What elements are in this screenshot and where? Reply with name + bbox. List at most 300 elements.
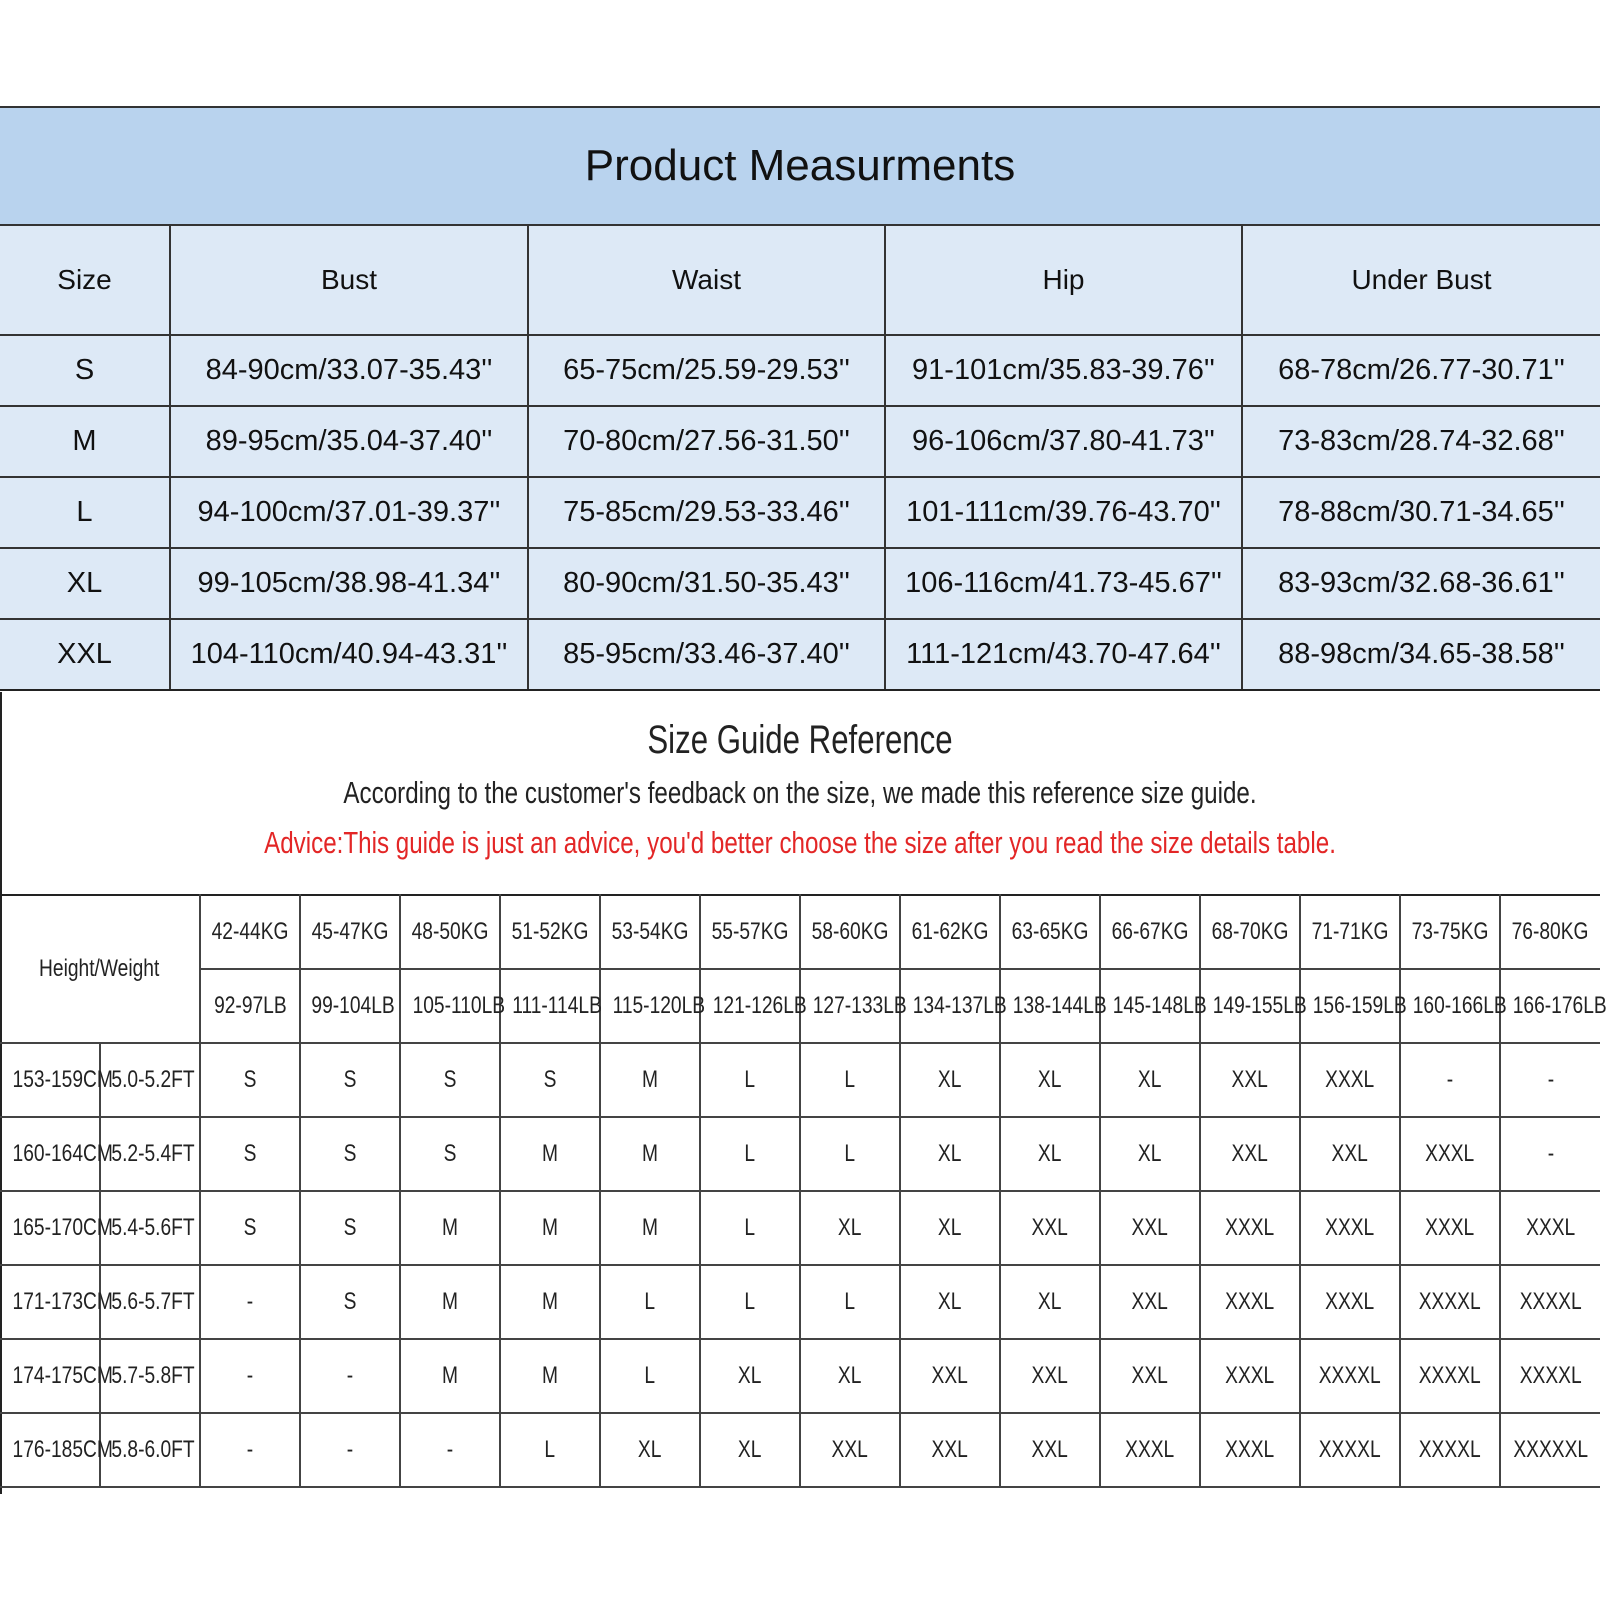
weight-lb-header-text: 134-137LB bbox=[912, 992, 1007, 1019]
weight-kg-header bbox=[1400, 895, 1500, 969]
size-recommendation-cell bbox=[1000, 1265, 1100, 1339]
size-guide-header bbox=[0, 694, 1600, 864]
weight-kg-header-text: 63-65KG bbox=[1011, 918, 1089, 945]
height-cm-cell bbox=[0, 1117, 113, 1191]
height-cm-cell bbox=[0, 1339, 113, 1413]
size-recommendation-cell-text: XL bbox=[838, 1362, 862, 1389]
size-recommendation-cell-text: - bbox=[1446, 1066, 1454, 1093]
size-recommendation-cell-text: XXL bbox=[1131, 1362, 1169, 1389]
size-recommendation-cell bbox=[1000, 1191, 1100, 1265]
height-ft-cell-text: 5.7-5.8FT bbox=[111, 1362, 195, 1389]
size-recommendation-cell bbox=[1400, 1191, 1500, 1265]
weight-kg-header-text: 66-67KG bbox=[1111, 918, 1189, 945]
size-recommendation-cell bbox=[900, 1043, 1000, 1117]
guide-advice: Advice:This guide is just an advice, you'd better choose the size after you read the size details table. bbox=[264, 825, 1336, 860]
weight-lb-header-text: 166-176LB bbox=[1512, 992, 1607, 1019]
weight-lb-header bbox=[200, 969, 300, 1043]
size-recommendation-cell-text: XL bbox=[738, 1436, 762, 1463]
under-bust-cell: 68-78cm/26.77-30.71'' bbox=[1242, 335, 1600, 406]
weight-lb-header bbox=[900, 969, 1007, 1043]
weight-kg-header-text: 45-47KG bbox=[311, 918, 389, 945]
size-recommendation-cell-text: XXXXXL bbox=[1513, 1436, 1588, 1463]
size-recommendation-cell-text: S bbox=[243, 1140, 257, 1167]
size-recommendation-cell-text: XXL bbox=[831, 1436, 869, 1463]
table-row bbox=[0, 1339, 1600, 1413]
height-cm-cell-text: 165-170CM bbox=[12, 1214, 113, 1241]
weight-lb-header-text: 160-166LB bbox=[1412, 992, 1507, 1019]
weight-kg-header-text: 42-44KG bbox=[211, 918, 289, 945]
size-recommendation-cell-text: - bbox=[246, 1362, 254, 1389]
weight-kg-header-text: 68-70KG bbox=[1211, 918, 1289, 945]
size-recommendation-cell-text: S bbox=[243, 1214, 257, 1241]
weight-lb-header bbox=[1200, 969, 1307, 1043]
height-cm-cell-text: 160-164CM bbox=[12, 1140, 113, 1167]
under-bust-cell: 88-98cm/34.65-38.58'' bbox=[1278, 638, 1565, 670]
height-cm-cell bbox=[0, 1191, 113, 1265]
bust-cell: 84-90cm/33.07-35.43'' bbox=[170, 335, 528, 406]
size-recommendation-cell-text: M bbox=[542, 1140, 558, 1167]
under-bust-cell: 83-93cm/32.68-36.61'' bbox=[1242, 548, 1600, 619]
size-recommendation-cell-text: XXXL bbox=[1425, 1214, 1475, 1241]
size-recommendation-cell bbox=[500, 1339, 600, 1413]
size-recommendation-cell-text: M bbox=[542, 1214, 558, 1241]
height-cm-cell-text: 171-173CM bbox=[12, 1288, 113, 1315]
size-recommendation-cell-text: XXL bbox=[1031, 1214, 1069, 1241]
height-ft-cell bbox=[100, 1043, 200, 1117]
header-size: Size bbox=[0, 226, 170, 335]
size-recommendation-cell bbox=[300, 1117, 400, 1191]
size-recommendation-cell bbox=[1500, 1413, 1600, 1487]
weight-kg-header bbox=[200, 895, 300, 969]
size-recommendation-cell-text: - bbox=[246, 1436, 254, 1463]
waist-cell: 85-95cm/33.46-37.40'' bbox=[528, 619, 885, 689]
bust-cell: 89-95cm/35.04-37.40'' bbox=[170, 406, 528, 477]
weight-lb-header bbox=[1300, 969, 1407, 1043]
table-row bbox=[0, 1043, 1600, 1117]
size-recommendation-cell bbox=[700, 1413, 800, 1487]
height-ft-cell bbox=[100, 1413, 200, 1487]
under-bust-cell: 78-88cm/30.71-34.65'' bbox=[1242, 477, 1600, 548]
weight-lb-header-text: 149-155LB bbox=[1212, 992, 1307, 1019]
weight-lb-header bbox=[1100, 969, 1207, 1043]
weight-lb-header-text: 127-133LB bbox=[812, 992, 907, 1019]
size-recommendation-cell-text: XXL bbox=[1131, 1214, 1169, 1241]
weight-lb-header bbox=[700, 969, 807, 1043]
size-cell: S bbox=[0, 335, 170, 406]
weight-kg-header-text: 58-60KG bbox=[811, 918, 889, 945]
bust-cell: 99-105cm/38.98-41.34'' bbox=[170, 548, 528, 619]
weight-lb-header bbox=[800, 969, 907, 1043]
height-ft-cell-text: 5.8-6.0FT bbox=[111, 1436, 195, 1463]
size-recommendation-cell bbox=[1100, 1339, 1200, 1413]
table-row bbox=[0, 335, 1600, 406]
weight-lb-header-text: 156-159LB bbox=[1312, 992, 1407, 1019]
size-recommendation-cell bbox=[1000, 1413, 1100, 1487]
weight-kg-header-text: 73-75KG bbox=[1411, 918, 1489, 945]
waist-cell: 75-85cm/29.53-33.46'' bbox=[528, 477, 885, 548]
size-recommendation-cell bbox=[400, 1043, 500, 1117]
size-recommendation-cell-text: XXL bbox=[931, 1362, 969, 1389]
height-ft-cell bbox=[100, 1117, 200, 1191]
size-recommendation-cell bbox=[1200, 1265, 1300, 1339]
table-row bbox=[0, 477, 1600, 548]
size-recommendation-cell-text: XXL bbox=[1331, 1140, 1369, 1167]
size-recommendation-cell-text: XXL bbox=[1231, 1066, 1269, 1093]
size-recommendation-cell-text: - bbox=[346, 1362, 354, 1389]
size-cell: L bbox=[0, 477, 170, 548]
size-recommendation-cell bbox=[700, 1043, 800, 1117]
size-recommendation-cell-text: S bbox=[343, 1214, 357, 1241]
size-recommendation-cell-text: - bbox=[446, 1436, 454, 1463]
size-recommendation-cell-text: XL bbox=[1138, 1140, 1162, 1167]
size-recommendation-cell-text: XL bbox=[838, 1214, 862, 1241]
size-recommendation-cell bbox=[800, 1191, 900, 1265]
size-cell: XL bbox=[0, 548, 170, 619]
guide-title: Size Guide Reference bbox=[647, 718, 953, 762]
size-recommendation-cell-text: - bbox=[1547, 1066, 1554, 1093]
size-recommendation-cell bbox=[300, 1191, 400, 1265]
height-cm-cell bbox=[0, 1265, 113, 1339]
height-ft-cell bbox=[100, 1265, 200, 1339]
height-cm-cell-text: 176-185CM bbox=[12, 1436, 113, 1463]
weight-kg-header bbox=[700, 895, 800, 969]
measurements-title: Product Measurments bbox=[0, 108, 1600, 226]
size-recommendation-cell-text: XXXXL bbox=[1319, 1436, 1381, 1463]
size-recommendation-cell-text: L bbox=[744, 1288, 756, 1315]
size-recommendation-cell-text: S bbox=[443, 1140, 457, 1167]
size-recommendation-cell bbox=[1200, 1413, 1300, 1487]
size-recommendation-cell bbox=[1300, 1191, 1400, 1265]
size-recommendation-cell bbox=[200, 1043, 300, 1117]
size-recommendation-cell bbox=[1000, 1339, 1100, 1413]
size-recommendation-cell bbox=[1200, 1117, 1300, 1191]
size-recommendation-cell-text: XXXXL bbox=[1519, 1362, 1582, 1389]
size-recommendation-cell bbox=[300, 1339, 400, 1413]
size-recommendation-cell bbox=[500, 1413, 600, 1487]
size-recommendation-cell-text: L bbox=[644, 1288, 656, 1315]
weight-lb-header bbox=[1400, 969, 1507, 1043]
size-recommendation-cell bbox=[1500, 1265, 1600, 1339]
size-recommendation-cell-text: XXXXL bbox=[1419, 1362, 1481, 1389]
weight-kg-header-text: 55-57KG bbox=[711, 918, 789, 945]
size-recommendation-cell-text: XXXXL bbox=[1419, 1436, 1481, 1463]
size-recommendation-cell bbox=[200, 1265, 300, 1339]
size-recommendation-cell bbox=[1300, 1413, 1400, 1487]
hip-cell: 111-121cm/43.70-47.64'' bbox=[885, 619, 1242, 689]
size-recommendation-cell-text: L bbox=[844, 1066, 856, 1093]
size-recommendation-cell bbox=[200, 1191, 300, 1265]
weight-kg-header bbox=[1500, 895, 1600, 969]
weight-lb-header-text: 99-104LB bbox=[311, 992, 395, 1019]
size-recommendation-cell bbox=[400, 1339, 500, 1413]
waist-cell: 80-90cm/31.50-35.43'' bbox=[528, 548, 885, 619]
size-recommendation-cell bbox=[900, 1191, 1000, 1265]
size-recommendation-cell-text: - bbox=[346, 1436, 354, 1463]
size-recommendation-cell-text: XL bbox=[1038, 1066, 1062, 1093]
size-recommendation-cell-text: XL bbox=[638, 1436, 662, 1463]
height-weight-label-text: Height/Weight bbox=[39, 955, 160, 982]
weight-lb-header-text: 145-148LB bbox=[1112, 992, 1207, 1019]
size-recommendation-cell bbox=[700, 1265, 800, 1339]
size-recommendation-cell bbox=[1100, 1191, 1200, 1265]
under-bust-cell: 73-83cm/28.74-32.68'' bbox=[1242, 406, 1600, 477]
size-recommendation-cell-text: S bbox=[243, 1066, 257, 1093]
size-recommendation-cell bbox=[600, 1265, 700, 1339]
size-guide-table bbox=[0, 894, 1607, 1488]
header-under-bust: Under Bust bbox=[1242, 226, 1600, 335]
size-recommendation-cell bbox=[1000, 1043, 1100, 1117]
weight-lb-header bbox=[600, 969, 706, 1043]
guide-note: According to the customer's feedback on the size, we made this reference size guide. bbox=[343, 775, 1257, 810]
size-recommendation-cell bbox=[400, 1413, 500, 1487]
size-recommendation-cell bbox=[1300, 1117, 1400, 1191]
size-recommendation-cell bbox=[600, 1339, 700, 1413]
size-recommendation-cell bbox=[1100, 1117, 1200, 1191]
size-recommendation-cell bbox=[500, 1265, 600, 1339]
size-recommendation-cell-text: S bbox=[443, 1066, 457, 1093]
size-recommendation-cell-text: S bbox=[343, 1288, 357, 1315]
measurements-table bbox=[0, 226, 1600, 689]
weight-lb-header bbox=[1500, 969, 1607, 1043]
size-recommendation-cell bbox=[800, 1043, 900, 1117]
size-recommendation-cell-text: XL bbox=[738, 1362, 762, 1389]
size-recommendation-cell bbox=[200, 1117, 300, 1191]
weight-kg-row bbox=[0, 895, 1600, 969]
table-row bbox=[0, 548, 1600, 619]
height-ft-cell bbox=[100, 1191, 200, 1265]
size-recommendation-cell-text: XL bbox=[938, 1066, 962, 1093]
size-recommendation-cell-text: L bbox=[844, 1288, 856, 1315]
size-recommendation-cell bbox=[600, 1117, 700, 1191]
weight-lb-header-text: 92-97LB bbox=[213, 992, 287, 1019]
size-recommendation-cell bbox=[700, 1339, 800, 1413]
weight-kg-header bbox=[800, 895, 900, 969]
size-recommendation-cell bbox=[800, 1339, 900, 1413]
weight-kg-header-text: 76-80KG bbox=[1512, 918, 1589, 945]
size-recommendation-cell bbox=[1100, 1265, 1200, 1339]
weight-lb-header bbox=[1000, 969, 1107, 1043]
weight-lb-header bbox=[400, 969, 506, 1043]
size-recommendation-cell-text: XXXL bbox=[1325, 1214, 1375, 1241]
size-recommendation-cell bbox=[600, 1191, 700, 1265]
weight-lb-header-text: 115-120LB bbox=[612, 992, 706, 1019]
weight-kg-header bbox=[600, 895, 700, 969]
weight-lb-header bbox=[500, 969, 600, 1043]
table-row bbox=[0, 1191, 1600, 1265]
weight-kg-header-text: 48-50KG bbox=[411, 918, 489, 945]
size-recommendation-cell bbox=[1200, 1339, 1300, 1413]
hip-cell: 106-116cm/41.73-45.67'' bbox=[885, 548, 1242, 619]
size-recommendation-cell-text: XXXXL bbox=[1519, 1288, 1582, 1315]
measurements-header-row bbox=[0, 226, 1600, 335]
size-recommendation-cell bbox=[600, 1413, 700, 1487]
size-recommendation-cell bbox=[300, 1413, 400, 1487]
table-row bbox=[0, 1265, 1600, 1339]
size-recommendation-cell bbox=[1500, 1339, 1600, 1413]
height-ft-cell-text: 5.2-5.4FT bbox=[111, 1140, 195, 1167]
size-recommendation-cell-text: XXXL bbox=[1325, 1288, 1375, 1315]
size-recommendation-cell-text: S bbox=[343, 1066, 357, 1093]
size-recommendation-cell-text: XXXL bbox=[1425, 1140, 1475, 1167]
size-recommendation-cell-text: M bbox=[642, 1214, 658, 1241]
size-recommendation-cell bbox=[1400, 1043, 1500, 1117]
height-weight-label bbox=[0, 895, 200, 1043]
size-recommendation-cell-text: L bbox=[744, 1214, 756, 1241]
size-recommendation-cell bbox=[1300, 1265, 1400, 1339]
height-cm-cell bbox=[0, 1413, 113, 1487]
size-recommendation-cell bbox=[1000, 1117, 1100, 1191]
size-recommendation-cell-text: XXXL bbox=[1325, 1066, 1375, 1093]
header-bust: Bust bbox=[170, 226, 528, 335]
bust-cell: 104-110cm/40.94-43.31'' bbox=[170, 619, 528, 689]
size-recommendation-cell bbox=[400, 1191, 500, 1265]
size-recommendation-cell-text: XL bbox=[938, 1288, 962, 1315]
size-recommendation-cell bbox=[900, 1339, 1000, 1413]
weight-lb-header-text: 121-126LB bbox=[712, 992, 807, 1019]
size-recommendation-cell-text: XXXL bbox=[1225, 1288, 1275, 1315]
size-recommendation-cell-text: XXL bbox=[1131, 1288, 1169, 1315]
weight-lb-header-text: 138-144LB bbox=[1012, 992, 1107, 1019]
size-recommendation-cell-text: XXL bbox=[1231, 1140, 1269, 1167]
size-recommendation-cell bbox=[900, 1413, 1000, 1487]
size-recommendation-cell bbox=[1100, 1413, 1200, 1487]
size-recommendation-cell bbox=[400, 1117, 500, 1191]
table-row bbox=[0, 1413, 1600, 1487]
weight-kg-header bbox=[1200, 895, 1300, 969]
height-cm-cell-text: 174-175CM bbox=[12, 1362, 113, 1389]
weight-kg-header bbox=[1300, 895, 1400, 969]
size-recommendation-cell bbox=[500, 1191, 600, 1265]
size-recommendation-cell bbox=[200, 1339, 300, 1413]
size-recommendation-cell bbox=[500, 1043, 600, 1117]
size-recommendation-cell-text: M bbox=[642, 1066, 658, 1093]
weight-lb-row bbox=[0, 969, 1600, 1043]
size-recommendation-cell-text: XL bbox=[1038, 1140, 1062, 1167]
height-ft-cell-text: 5.0-5.2FT bbox=[111, 1066, 195, 1093]
size-recommendation-cell bbox=[400, 1265, 500, 1339]
size-recommendation-cell-text: M bbox=[542, 1288, 558, 1315]
size-recommendation-cell-text: XXXL bbox=[1225, 1214, 1275, 1241]
height-cm-cell-text: 153-159CM bbox=[12, 1066, 113, 1093]
height-ft-cell-text: 5.6-5.7FT bbox=[111, 1288, 195, 1315]
size-recommendation-cell bbox=[900, 1265, 1000, 1339]
size-recommendation-cell-text: - bbox=[1547, 1140, 1554, 1167]
size-recommendation-cell bbox=[1400, 1265, 1500, 1339]
size-recommendation-cell-text: L bbox=[744, 1140, 756, 1167]
size-recommendation-cell-text: XXXL bbox=[1125, 1436, 1175, 1463]
weight-kg-header-text: 53-54KG bbox=[611, 918, 689, 945]
weight-lb-header bbox=[300, 969, 400, 1043]
size-recommendation-cell bbox=[900, 1117, 1000, 1191]
size-recommendation-cell-text: L bbox=[744, 1066, 756, 1093]
header-hip: Hip bbox=[885, 226, 1242, 335]
size-recommendation-cell-text: XXXXL bbox=[1419, 1288, 1481, 1315]
size-recommendation-cell-text: L bbox=[844, 1140, 856, 1167]
size-recommendation-cell bbox=[200, 1413, 300, 1487]
size-recommendation-cell bbox=[600, 1043, 700, 1117]
table-row bbox=[0, 619, 1600, 689]
size-recommendation-cell bbox=[1500, 1191, 1600, 1265]
size-recommendation-cell-text: XXL bbox=[1031, 1436, 1069, 1463]
size-recommendation-cell bbox=[800, 1413, 900, 1487]
size-cell: M bbox=[0, 406, 170, 477]
size-recommendation-cell-text: XXXL bbox=[1225, 1436, 1275, 1463]
size-recommendation-cell-text: S bbox=[543, 1066, 557, 1093]
size-recommendation-cell-text: XL bbox=[938, 1140, 962, 1167]
size-recommendation-cell bbox=[300, 1265, 400, 1339]
size-recommendation-cell-text: M bbox=[542, 1362, 558, 1389]
height-cm-cell bbox=[0, 1043, 113, 1117]
size-recommendation-cell bbox=[1400, 1117, 1500, 1191]
waist-cell: 65-75cm/25.59-29.53'' bbox=[528, 335, 885, 406]
hip-cell: 96-106cm/37.80-41.73'' bbox=[885, 406, 1242, 477]
weight-kg-header-text: 61-62KG bbox=[911, 918, 989, 945]
hip-cell: 101-111cm/39.76-43.70'' bbox=[885, 477, 1242, 548]
size-recommendation-cell bbox=[1400, 1339, 1500, 1413]
weight-lb-header-text: 111-114LB bbox=[512, 992, 602, 1019]
size-recommendation-cell bbox=[1200, 1191, 1300, 1265]
size-recommendation-cell-text: L bbox=[544, 1436, 556, 1463]
size-recommendation-cell-text: XXXL bbox=[1225, 1362, 1275, 1389]
size-recommendation-cell-text: M bbox=[642, 1140, 658, 1167]
size-recommendation-cell bbox=[1300, 1043, 1400, 1117]
size-recommendation-cell bbox=[1100, 1043, 1200, 1117]
weight-kg-header bbox=[1000, 895, 1100, 969]
size-recommendation-cell-text: M bbox=[442, 1362, 458, 1389]
size-recommendation-cell bbox=[1500, 1117, 1600, 1191]
size-recommendation-cell bbox=[800, 1265, 900, 1339]
size-recommendation-cell bbox=[1300, 1339, 1400, 1413]
table-row bbox=[0, 1117, 1600, 1191]
height-ft-cell bbox=[100, 1339, 200, 1413]
size-recommendation-cell bbox=[1400, 1413, 1500, 1487]
size-recommendation-cell-text: XL bbox=[1038, 1288, 1062, 1315]
size-recommendation-cell bbox=[300, 1043, 400, 1117]
height-ft-cell-text: 5.4-5.6FT bbox=[111, 1214, 195, 1241]
size-recommendation-cell-text: XXL bbox=[931, 1436, 969, 1463]
size-recommendation-cell-text: XL bbox=[1138, 1066, 1162, 1093]
weight-kg-header-text: 71-71KG bbox=[1311, 918, 1389, 945]
weight-kg-header-text: 51-52KG bbox=[511, 918, 589, 945]
hip-cell: 91-101cm/35.83-39.76'' bbox=[885, 335, 1242, 406]
weight-kg-header bbox=[300, 895, 400, 969]
size-recommendation-cell bbox=[700, 1191, 800, 1265]
size-recommendation-cell-text: M bbox=[442, 1288, 458, 1315]
weight-kg-header bbox=[1100, 895, 1200, 969]
size-recommendation-cell-text: M bbox=[442, 1214, 458, 1241]
size-recommendation-cell bbox=[700, 1117, 800, 1191]
weight-kg-header bbox=[400, 895, 500, 969]
size-recommendation-cell-text: - bbox=[246, 1288, 254, 1315]
waist-cell: 70-80cm/27.56-31.50'' bbox=[528, 406, 885, 477]
size-recommendation-cell-text: S bbox=[343, 1140, 357, 1167]
weight-kg-header bbox=[500, 895, 600, 969]
size-recommendation-cell bbox=[1500, 1043, 1600, 1117]
weight-kg-header bbox=[900, 895, 1000, 969]
weight-lb-header-text: 105-110LB bbox=[412, 992, 506, 1019]
size-recommendation-cell-text: XXL bbox=[1031, 1362, 1069, 1389]
header-waist: Waist bbox=[528, 226, 885, 335]
size-recommendation-cell bbox=[500, 1117, 600, 1191]
size-recommendation-cell bbox=[1200, 1043, 1300, 1117]
bust-cell: 94-100cm/37.01-39.37'' bbox=[170, 477, 528, 548]
size-recommendation-cell-text: XXXXL bbox=[1319, 1362, 1381, 1389]
size-recommendation-cell-text: XL bbox=[938, 1214, 962, 1241]
product-measurements-panel bbox=[0, 106, 1600, 691]
size-recommendation-cell-text: L bbox=[644, 1362, 656, 1389]
table-row bbox=[0, 406, 1600, 477]
size-recommendation-cell-text: XXXL bbox=[1525, 1214, 1576, 1241]
